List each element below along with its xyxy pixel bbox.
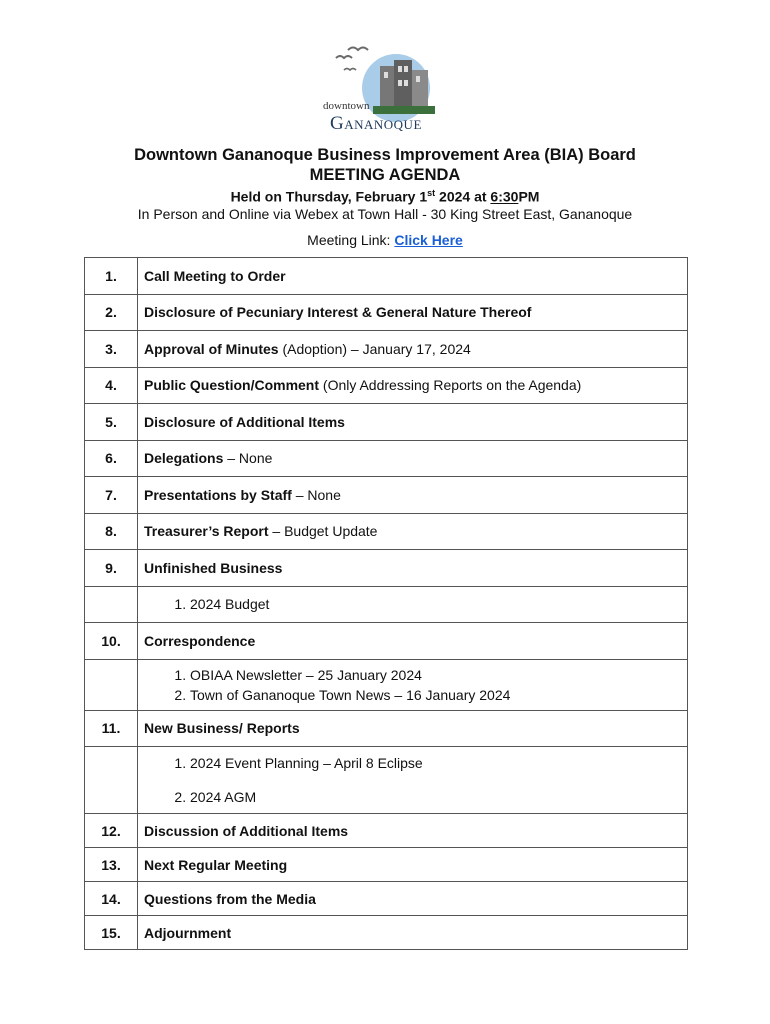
agenda-row <box>85 882 688 916</box>
sub-item: 1. 2024 Budget <box>190 594 687 614</box>
logo-downtown-text: downtown <box>323 100 370 112</box>
agenda-item: Treasurer’s Report – Budget Update <box>138 513 688 550</box>
agenda-row <box>85 550 688 587</box>
agenda-item: Next Regular Meeting <box>138 848 688 882</box>
agenda-item: Unfinished Business <box>138 550 688 587</box>
agenda-item: Presentations by Staff – None <box>138 477 688 514</box>
agenda-item: Discussion of Additional Items <box>138 814 688 848</box>
sub-list <box>144 594 687 614</box>
agenda-row <box>85 814 688 848</box>
agenda-row <box>85 367 688 404</box>
agenda-row <box>85 258 688 295</box>
agenda-subrow <box>85 586 688 623</box>
agenda-number: 13. <box>85 848 138 882</box>
agenda-item: New Business/ Reports <box>138 710 688 747</box>
agenda-row <box>85 710 688 747</box>
agenda-row <box>85 294 688 331</box>
sub-item: 1. OBIAA Newsletter – 25 January 2024 <box>190 665 687 685</box>
meeting-link-label: Meeting Link: <box>307 232 395 248</box>
sub-list <box>144 665 687 705</box>
agenda-number: 7. <box>85 477 138 514</box>
agenda-number: 9. <box>85 550 138 587</box>
agenda-item: Delegations – None <box>138 440 688 477</box>
agenda-number: 15. <box>85 916 138 950</box>
agenda-row <box>85 404 688 441</box>
sub-item: 1. 2024 Event Planning – April 8 Eclipse <box>190 753 687 773</box>
page-title: Downtown Gananoque Business Improvement Area (BIA) Board <box>134 146 636 164</box>
sub-item: 2. 2024 AGM <box>190 787 687 807</box>
agenda-row <box>85 848 688 882</box>
meeting-location: In Person and Online via Webex at Town Hall - 30 King Street East, Gananoque <box>137 206 633 222</box>
agenda-number: 10. <box>85 623 138 660</box>
downtown-gananoque-logo <box>318 36 458 136</box>
agenda-number: 8. <box>85 513 138 550</box>
meeting-link-line <box>0 232 770 248</box>
agenda-item: Call Meeting to Order <box>138 258 688 295</box>
agenda-number: 2. <box>85 294 138 331</box>
agenda-number: 14. <box>85 882 138 916</box>
sub-item: 2. Town of Gananoque Town News – 16 January 2024 <box>190 685 687 705</box>
agenda-row <box>85 331 688 368</box>
agenda-item: Public Question/Comment (Only Addressing Reports on the Agenda) <box>138 367 688 404</box>
agenda-item: Disclosure of Additional Items <box>138 404 688 441</box>
agenda-number: 12. <box>85 814 138 848</box>
agenda-item: Questions from the Media <box>138 882 688 916</box>
sub-list <box>144 753 687 807</box>
agenda-number: 6. <box>85 440 138 477</box>
agenda-row <box>85 916 688 950</box>
agenda-number: 1. <box>85 258 138 295</box>
meeting-date: Held on Thursday, February 1st 2024 at 6:30PM <box>230 188 540 205</box>
agenda-item: Adjournment <box>138 916 688 950</box>
page-subtitle: MEETING AGENDA <box>309 166 461 184</box>
agenda-row <box>85 623 688 660</box>
agenda-subrow <box>85 747 688 814</box>
agenda-item: Correspondence <box>138 623 688 660</box>
agenda-number: 4. <box>85 367 138 404</box>
logo-gananoque-text: Gananoque <box>330 113 422 134</box>
agenda-table <box>84 257 688 950</box>
agenda-row <box>85 477 688 514</box>
meeting-link[interactable]: Click Here <box>394 232 463 248</box>
agenda-subrow <box>85 659 688 710</box>
agenda-number: 11. <box>85 710 138 747</box>
agenda-item: Disclosure of Pecuniary Interest & General Nature Thereof <box>138 294 688 331</box>
agenda-row <box>85 440 688 477</box>
agenda-number: 5. <box>85 404 138 441</box>
agenda-number: 3. <box>85 331 138 368</box>
agenda-item: Approval of Minutes (Adoption) – January 17, 2024 <box>138 331 688 368</box>
agenda-row <box>85 513 688 550</box>
